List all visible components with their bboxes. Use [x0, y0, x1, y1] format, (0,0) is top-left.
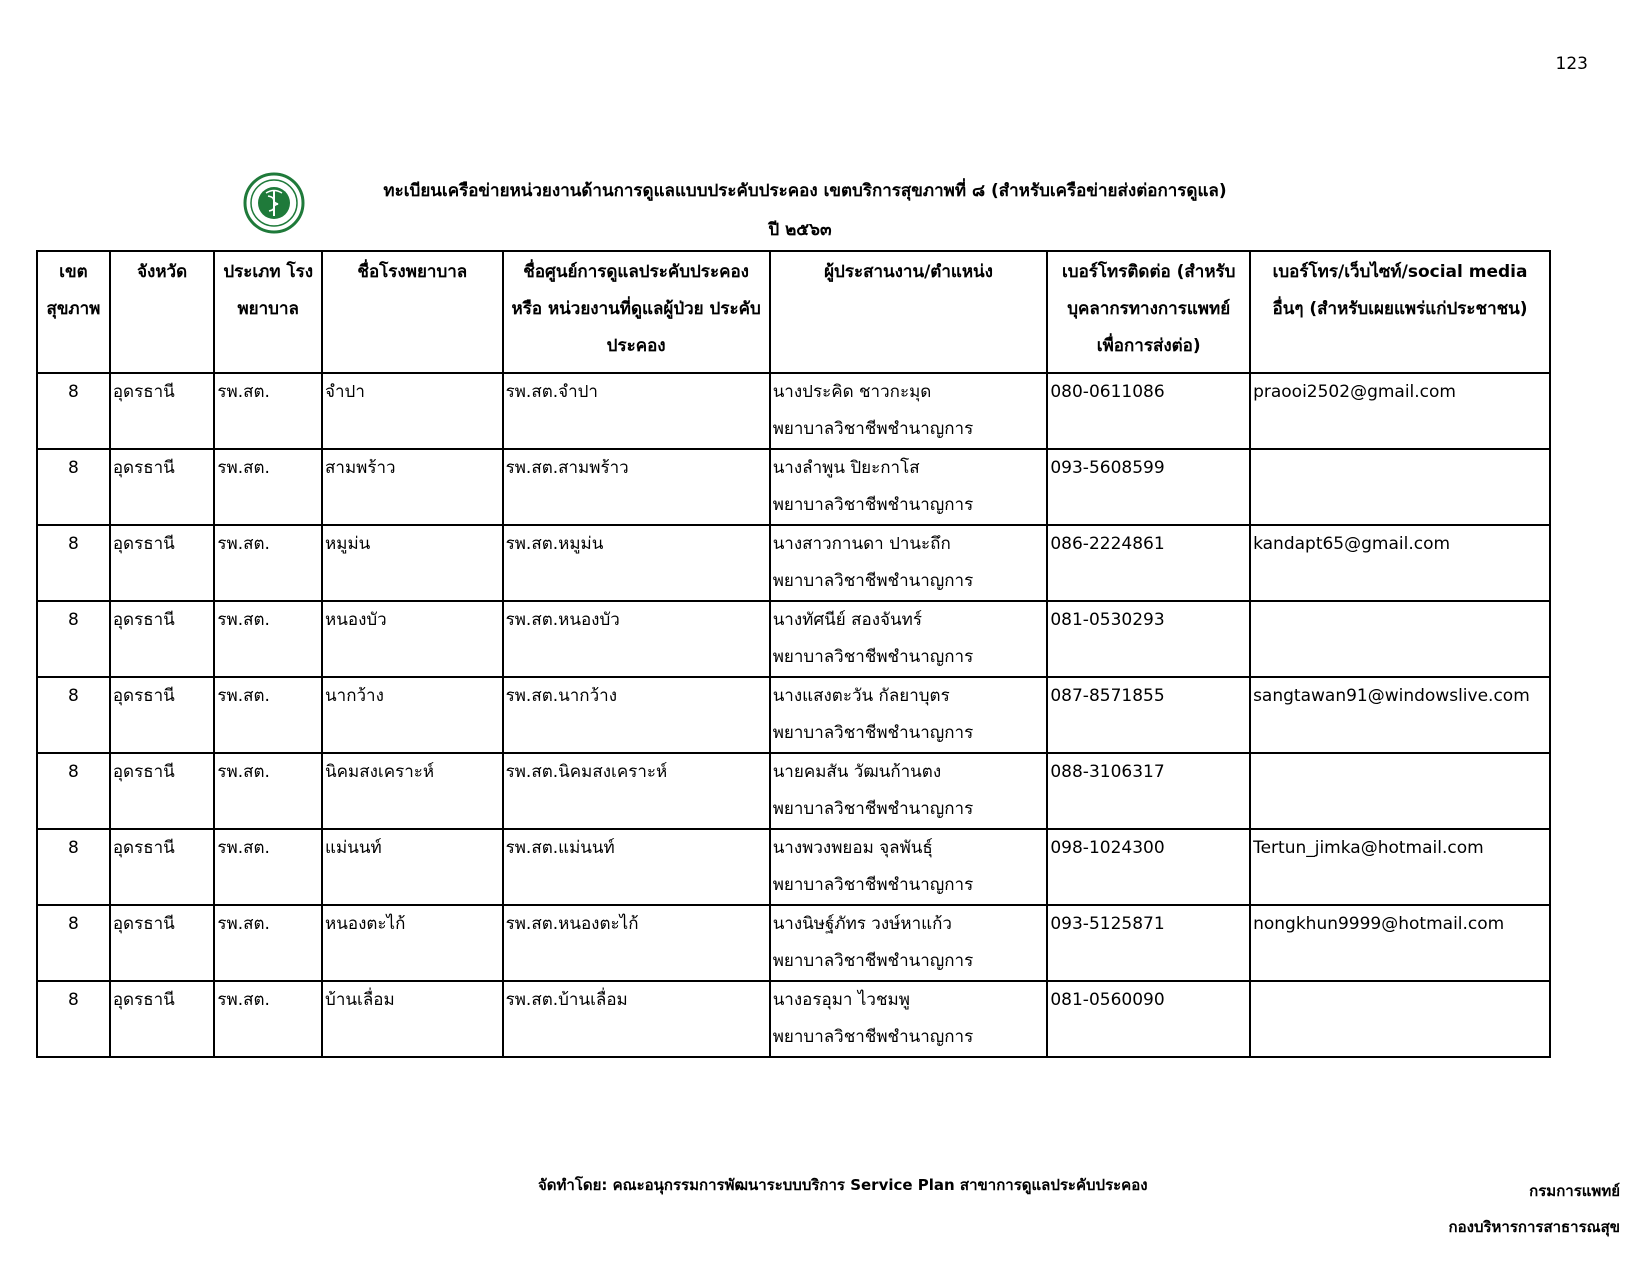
cell-referral-phone: 080-0611086 [1047, 373, 1250, 449]
coordinator-position: พยาบาลวิชาชีพชำนาญการ [772, 495, 974, 515]
coordinator-name: นางสาวกานดา ปานะถึก [772, 534, 951, 554]
cell-public-contact: Tertun_jimka@hotmail.com [1250, 829, 1550, 905]
cell-province: อุดรธานี [110, 829, 215, 905]
ministry-seal-icon [238, 172, 310, 234]
cell-zone: 8 [37, 905, 110, 981]
table-row [37, 753, 1550, 829]
cell-public-contact [1250, 449, 1550, 525]
cell-hospital-name: สามพร้าว [322, 449, 503, 525]
table-row [37, 373, 1550, 449]
coordinator-name: นางลำพูน ปิยะกาโส [772, 458, 920, 478]
cell-hospital-type: รพ.สต. [214, 905, 322, 981]
cell-hospital-name: หนองตะไก้ [322, 905, 503, 981]
column-header-zone: เขต สุขภาพ [37, 251, 110, 373]
document-year: ปี ๒๕๖๓ [768, 220, 832, 240]
cell-hospital-type: รพ.สต. [214, 753, 322, 829]
cell-referral-phone: 081-0560090 [1047, 981, 1250, 1057]
cell-public-contact [1250, 601, 1550, 677]
table-row [37, 829, 1550, 905]
cell-coordinator [770, 677, 1048, 753]
cell-zone: 8 [37, 449, 110, 525]
cell-province: อุดรธานี [110, 449, 215, 525]
cell-zone: 8 [37, 677, 110, 753]
cell-zone: 8 [37, 373, 110, 449]
cell-care-center: รพ.สต.จำปา [503, 373, 770, 449]
cell-referral-phone: 081-0530293 [1047, 601, 1250, 677]
page-number: 123 [1555, 54, 1588, 74]
cell-province: อุดรธานี [110, 905, 215, 981]
table-row [37, 601, 1550, 677]
coordinator-name: นางทัศนีย์ สองจันทร์ [772, 610, 922, 630]
cell-hospital-name: จำปา [322, 373, 503, 449]
cell-coordinator [770, 905, 1048, 981]
coordinator-position: พยาบาลวิชาชีพชำนาญการ [772, 1027, 974, 1047]
cell-care-center: รพ.สต.หมูม่น [503, 525, 770, 601]
cell-referral-phone: 088-3106317 [1047, 753, 1250, 829]
table-row [37, 525, 1550, 601]
coordinator-position: พยาบาลวิชาชีพชำนาญการ [772, 951, 974, 971]
column-header-public-contact: เบอร์โทร/เว็บไซท์/social media อื่นๆ (สำหรับเผยแพร่แก่ประชาชน) [1250, 251, 1550, 373]
cell-public-contact: praooi2502@gmail.com [1250, 373, 1550, 449]
table-header-row [37, 251, 1550, 373]
cell-coordinator [770, 449, 1048, 525]
footer-organization [1449, 1173, 1620, 1245]
cell-referral-phone: 087-8571855 [1047, 677, 1250, 753]
cell-zone: 8 [37, 829, 110, 905]
column-header-care-center: ชื่อศูนย์การดูแลประคับประคอง หรือ หน่วยงานที่ดูแลผู้ป่วย ประคับประคอง [503, 251, 770, 373]
coordinator-position: พยาบาลวิชาชีพชำนาญการ [772, 571, 974, 591]
cell-referral-phone: 098-1024300 [1047, 829, 1250, 905]
cell-hospital-type: รพ.สต. [214, 601, 322, 677]
coordinator-name: นางประคิด ชาวกะมุด [772, 382, 932, 402]
table-row [37, 981, 1550, 1057]
cell-care-center: รพ.สต.นากว้าง [503, 677, 770, 753]
cell-coordinator [770, 525, 1048, 601]
footer-department: กรมการแพทย์ [1529, 1182, 1620, 1200]
cell-zone: 8 [37, 981, 110, 1057]
cell-hospital-type: รพ.สต. [214, 525, 322, 601]
coordinator-name: นางแสงตะวัน กัลยาบุตร [772, 686, 950, 706]
cell-zone: 8 [37, 601, 110, 677]
cell-care-center: รพ.สต.สามพร้าว [503, 449, 770, 525]
coordinator-name: นางพวงพยอม จุลพันธุ์ [772, 838, 933, 858]
cell-coordinator [770, 753, 1048, 829]
cell-zone: 8 [37, 753, 110, 829]
cell-referral-phone: 093-5125871 [1047, 905, 1250, 981]
coordinator-position: พยาบาลวิชาชีพชำนาญการ [772, 799, 974, 819]
cell-hospital-type: รพ.สต. [214, 373, 322, 449]
cell-referral-phone: 093-5608599 [1047, 449, 1250, 525]
cell-care-center: รพ.สต.แม่นนท์ [503, 829, 770, 905]
cell-care-center: รพ.สต.นิคมสงเคราะห์ [503, 753, 770, 829]
cell-province: อุดรธานี [110, 601, 215, 677]
cell-hospital-type: รพ.สต. [214, 981, 322, 1057]
coordinator-name: นายคมสัน วัฒนก้านตง [772, 762, 942, 782]
cell-coordinator [770, 373, 1048, 449]
cell-public-contact: nongkhun9999@hotmail.com [1250, 905, 1550, 981]
cell-coordinator [770, 981, 1048, 1057]
cell-care-center: รพ.สต.หนองตะไก้ [503, 905, 770, 981]
cell-hospital-name: นิคมสงเคราะห์ [322, 753, 503, 829]
coordinator-position: พยาบาลวิชาชีพชำนาญการ [772, 419, 974, 439]
cell-public-contact [1250, 753, 1550, 829]
cell-hospital-name: แม่นนท์ [322, 829, 503, 905]
cell-hospital-name: หมูม่น [322, 525, 503, 601]
column-header-hospital-type: ประเภท โรงพยาบาล [214, 251, 322, 373]
cell-coordinator [770, 601, 1048, 677]
table-row [37, 905, 1550, 981]
cell-hospital-type: รพ.สต. [214, 677, 322, 753]
cell-hospital-type: รพ.สต. [214, 449, 322, 525]
footer-division: กองบริหารการสาธารณสุข [1448, 1218, 1620, 1236]
column-header-coordinator: ผู้ประสานงาน/ตำแหน่ง [770, 251, 1048, 373]
column-header-hospital-name: ชื่อโรงพยาบาล [322, 251, 503, 373]
cell-hospital-name: บ้านเลื่อม [322, 981, 503, 1057]
cell-province: อุดรธานี [110, 981, 215, 1057]
coordinator-name: นางอรอุมา ไวชมพู [772, 990, 910, 1010]
coordinator-position: พยาบาลวิชาชีพชำนาญการ [772, 875, 974, 895]
cell-province: อุดรธานี [110, 677, 215, 753]
cell-zone: 8 [37, 525, 110, 601]
coordinator-position: พยาบาลวิชาชีพชำนาญการ [772, 647, 974, 667]
cell-public-contact: sangtawan91@windowslive.com [1250, 677, 1550, 753]
cell-hospital-name: นากว้าง [322, 677, 503, 753]
prepared-by-note: จัดทำโดย: คณะอนุกรรมการพัฒนาระบบบริการ Service Plan สาขาการดูแลประคับประคอง [538, 1176, 1148, 1194]
table-row [37, 677, 1550, 753]
cell-public-contact: kandapt65@gmail.com [1250, 525, 1550, 601]
cell-hospital-name: หนองบัว [322, 601, 503, 677]
cell-province: อุดรธานี [110, 373, 215, 449]
cell-province: อุดรธานี [110, 525, 215, 601]
cell-referral-phone: 086-2224861 [1047, 525, 1250, 601]
cell-hospital-type: รพ.สต. [214, 829, 322, 905]
cell-care-center: รพ.สต.บ้านเลื่อม [503, 981, 770, 1057]
cell-public-contact [1250, 981, 1550, 1057]
cell-care-center: รพ.สต.หนองบัว [503, 601, 770, 677]
network-register-table [36, 250, 1551, 1058]
column-header-referral-phone: เบอร์โทรติดต่อ (สำหรับ บุคลากรทางการแพทย์ เพื่อการส่งต่อ) [1047, 251, 1250, 373]
column-header-province: จังหวัด [110, 251, 215, 373]
cell-province: อุดรธานี [110, 753, 215, 829]
coordinator-position: พยาบาลวิชาชีพชำนาญการ [772, 723, 974, 743]
document-title: ทะเบียนเครือข่ายหน่วยงานด้านการดูแลแบบประคับประคอง เขตบริการสุขภาพที่ ๘ (สำหรับเครือข่ายส่งต่อการดูแล) [383, 181, 1227, 201]
cell-coordinator [770, 829, 1048, 905]
table-row [37, 449, 1550, 525]
coordinator-name: นางนิษฐ์ภัทร วงษ์หาแก้ว [772, 914, 952, 934]
